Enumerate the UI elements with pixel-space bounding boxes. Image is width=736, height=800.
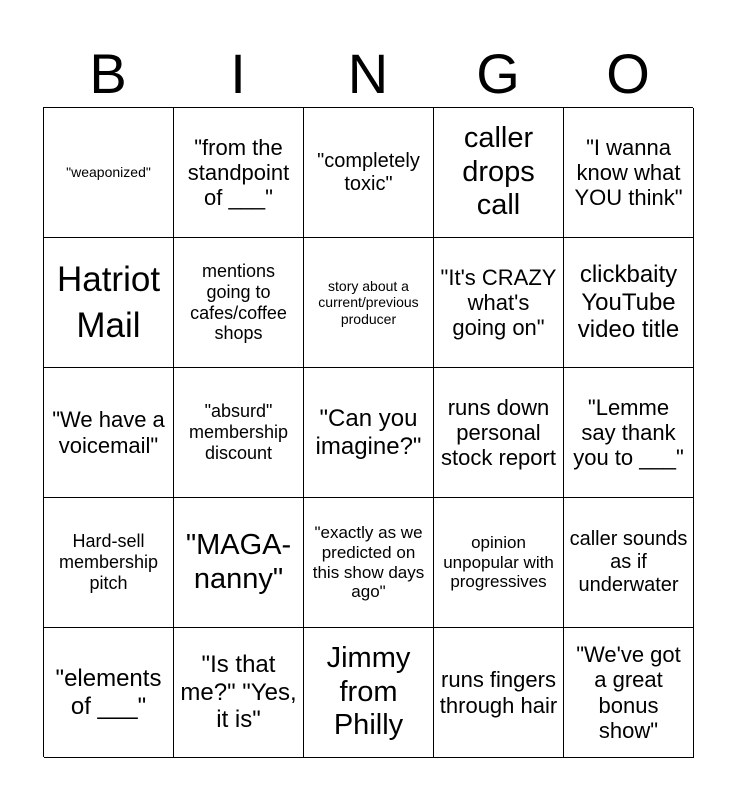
header-letter-b: B: [89, 42, 127, 105]
bingo-cell-r4-c3[interactable]: [304, 498, 434, 628]
bingo-cell-r5-c4[interactable]: [434, 628, 564, 758]
bingo-cell-r4-c1[interactable]: [44, 498, 174, 628]
header-letter-n: N: [347, 42, 389, 105]
bingo-cell-r4-c2[interactable]: [174, 498, 304, 628]
cell-text: "completely toxic": [317, 149, 420, 195]
bingo-cell-r5-c1[interactable]: [44, 628, 174, 758]
cell-text: "MAGA-nanny": [185, 529, 292, 595]
bingo-cell-r2-c5[interactable]: [564, 238, 694, 368]
cell-text: "I wanna know what YOU think": [574, 134, 683, 211]
cell-text: "Lemme say thank you to ___": [573, 394, 684, 471]
cell-text: "from the standpoint of ___": [187, 134, 290, 211]
header-letter-g: G: [476, 42, 520, 105]
bingo-cell-r2-c3[interactable]: [304, 238, 434, 368]
bingo-cell-r1-c3[interactable]: [304, 108, 434, 238]
bingo-cell-r1-c2[interactable]: [174, 108, 304, 238]
bingo-cell-r3-c5[interactable]: [564, 368, 694, 498]
cell-text: "Can you imagine?": [315, 404, 422, 460]
cell-text: runs fingers through hair: [439, 667, 558, 718]
cell-text: "elements of ___": [55, 664, 162, 720]
cell-text: "It's CRAZY what's going on": [440, 264, 557, 341]
cell-text: Hatriot Mail: [56, 260, 161, 345]
bingo-cell-r5-c5[interactable]: [564, 628, 694, 758]
cell-text: clickbaity YouTube video title: [577, 261, 680, 344]
header-letter-o: O: [606, 42, 650, 105]
cell-text: "weaponized": [66, 164, 151, 181]
cell-text: Hard-sell membership pitch: [58, 531, 159, 593]
bingo-cell-r1-c1[interactable]: [44, 108, 174, 238]
bingo-board: [43, 107, 693, 757]
header-letter-i: I: [230, 42, 246, 105]
cell-text: caller sounds as if underwater: [569, 528, 688, 596]
bingo-header: [43, 40, 693, 108]
bingo-cell-r3-c3[interactable]: [304, 368, 434, 498]
cell-text: caller drops call: [462, 122, 535, 222]
bingo-cell-r1-c4[interactable]: [434, 108, 564, 238]
bingo-cell-r5-c2[interactable]: [174, 628, 304, 758]
bingo-cell-r3-c4[interactable]: [434, 368, 564, 498]
bingo-cell-r1-c5[interactable]: [564, 108, 694, 238]
bingo-cell-r2-c1[interactable]: [44, 238, 174, 368]
cell-text: story about a current/previous producer: [318, 278, 419, 327]
cell-text: opinion unpopular with progressives: [443, 533, 554, 592]
cell-text: "exactly as we predicted on this show days ago": [312, 523, 425, 602]
cell-text: "We've got a great bonus show": [576, 641, 681, 743]
bingo-cell-r3-c1[interactable]: [44, 368, 174, 498]
bingo-cell-r5-c3[interactable]: [304, 628, 434, 758]
cell-text: "absurd" membership discount: [188, 401, 289, 463]
bingo-cell-r2-c2[interactable]: [174, 238, 304, 368]
bingo-cell-r2-c4[interactable]: [434, 238, 564, 368]
bingo-cell-r4-c5[interactable]: [564, 498, 694, 628]
bingo-cell-r3-c2[interactable]: [174, 368, 304, 498]
cell-text: "We have a voicemail": [52, 407, 165, 458]
cell-text: "Is that me?" "Yes, it is": [180, 651, 297, 734]
cell-text: mentions going to cafes/coffee shops: [190, 261, 287, 344]
cell-text: runs down personal stock report: [441, 394, 556, 471]
cell-text: Jimmy from Philly: [326, 642, 411, 742]
bingo-cell-r4-c4[interactable]: [434, 498, 564, 628]
